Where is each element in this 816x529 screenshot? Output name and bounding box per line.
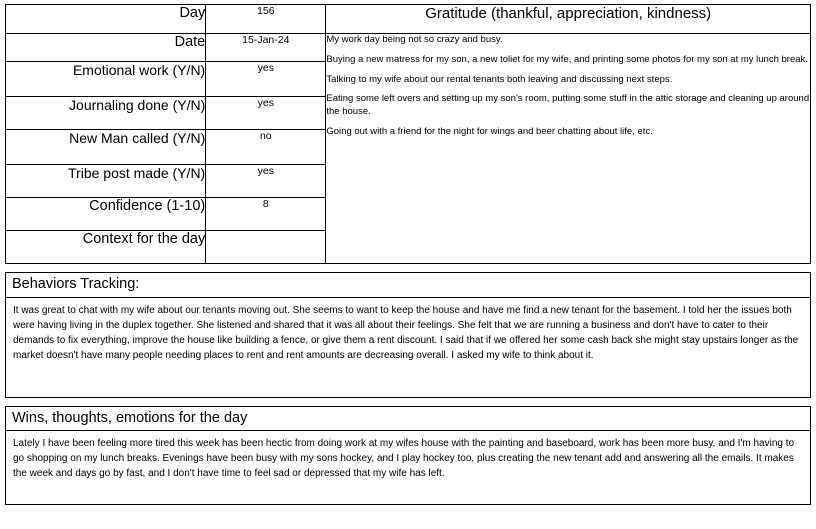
row-label-emotional-work: Emotional work (Y/N) (6, 62, 206, 97)
wins-thoughts-emotions-title: Wins, thoughts, emotions for the day (6, 407, 810, 432)
table-row (6, 34, 811, 62)
row-label-context-for-the-day: Context for the day (6, 231, 206, 264)
gratitude-list (326, 34, 811, 264)
row-label-day: Day (6, 5, 206, 34)
row-label-new-man-called: New Man called (Y/N) (6, 130, 206, 165)
table-row (6, 5, 811, 34)
row-value-tribe-post-made: yes (206, 165, 326, 198)
row-value-journaling-done: yes (206, 97, 326, 130)
behaviors-tracking-section (5, 272, 811, 398)
row-value-confidence: 8 (206, 198, 326, 231)
gratitude-item: Buying a new matress for my son, a new toliet for my wife, and printing some photos for my son at my lunch break. (326, 53, 808, 65)
row-value-day: 156 (206, 5, 326, 34)
wins-thoughts-emotions-section (5, 406, 811, 506)
row-value-context-for-the-day (206, 231, 326, 264)
row-value-date: 15-Jan-24 (206, 34, 326, 62)
row-label-confidence: Confidence (1-10) (6, 198, 206, 231)
row-value-new-man-called: no (206, 130, 326, 165)
gratitude-item: Talking to my wife about our rental tenants both leaving and discussing next steps. (326, 73, 673, 85)
gratitude-header: Gratitude (thankful, appreciation, kindness) (326, 5, 811, 34)
gratitude-item: Going out with a friend for the night for wings and beer chatting about life, etc. (326, 126, 653, 138)
behaviors-tracking-title: Behaviors Tracking: (6, 273, 810, 298)
gratitude-item: Eating some left overs and setting up my son's room, putting some stuff in the attic storage and cleaning up around the house. (326, 93, 810, 118)
row-label-tribe-post-made: Tribe post made (Y/N) (6, 165, 206, 198)
gratitude-item: My work day being not so crazy and busy. (326, 34, 503, 45)
row-label-date: Date (6, 34, 206, 62)
row-value-emotional-work: yes (206, 62, 326, 97)
row-label-journaling-done: Journaling done (Y/N) (6, 97, 206, 130)
behaviors-tracking-body: It was great to chat with my wife about our tenants moving out. She seems to want to keep the house and have me find a new tenant for the basement. I told her the issues both were having living in the duplex together. She listened and shared that it was all about their feelings. She felt that we are running a business and don't have to cater to their demands to fix everything, improve the house like building a fence, or give them a rent discount. I said that if we offered her some cash back she might stay upstairs longer as the market doesn't have many people needing places to rent and rent amounts are decreasing overall. I asked my wife to think about it. (13, 304, 799, 361)
daily-log-table (5, 4, 811, 264)
wins-thoughts-emotions-body: Lately I have been feeling more tired this week has been hectic from doing work at my wifes house with the painting and baseboard, work has been more busy, and I'm having to go shopping on my lunch breaks. Evenings have been busy with my sons hockey, and I play hockey too, plus creating the new tenant add and answering all the emails. It makes the week and days go by fast, and I don't have time to feel sad or depressed that my wife has left. (13, 438, 795, 480)
